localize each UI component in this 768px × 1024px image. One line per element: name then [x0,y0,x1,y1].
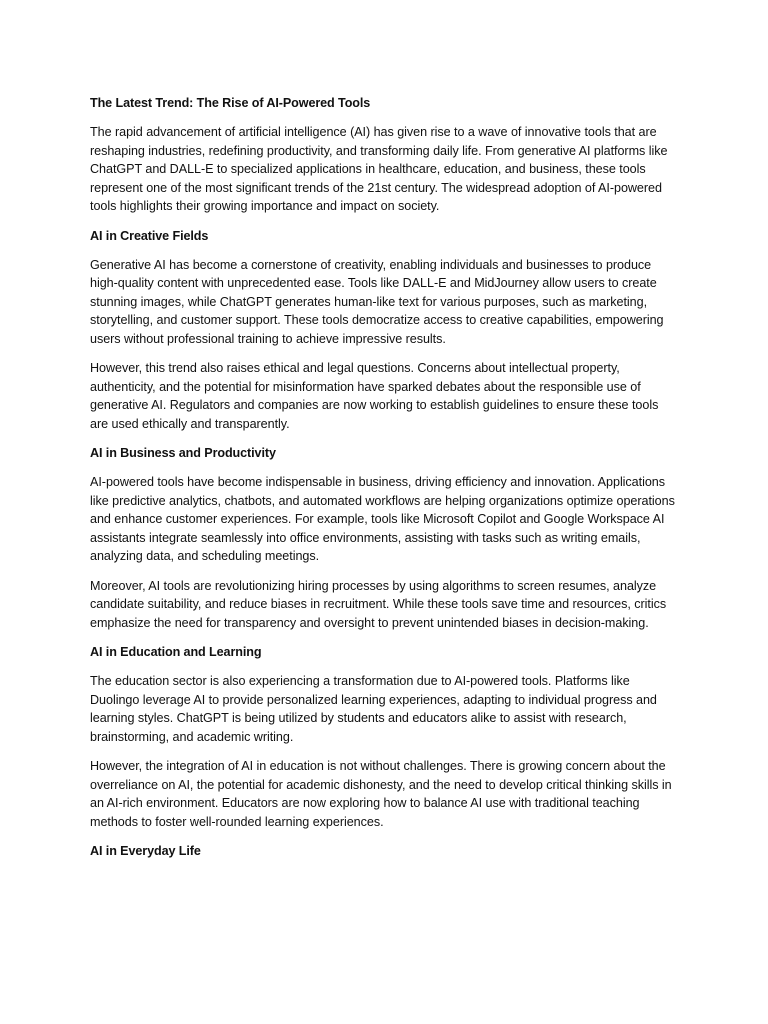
section-heading-creative-fields: AI in Creative Fields [90,228,209,243]
education-learning-paragraph-1: The education sector is also experiencing a transformation due to AI-powered tools. Platforms like Duolingo leverage AI to provide personalized learning experiences, adapting to individual progress and learning styles. ChatGPT is being utilized by students and educators alike to assist with research, brainstorming, and academic writing. [90,674,657,744]
business-productivity-paragraph-1: AI-powered tools have become indispensable in business, driving efficiency and innovation. Applications like predictive analytics, chatbots, and automated workflows are helping organizations optimize operations and enhance customer experiences. For example, tools like Microsoft Copilot and Google Workspace AI assistants integrate seamlessly into office environments, assisting with tasks such as writing emails, analyzing data, and scheduling meetings. [90,475,675,563]
creative-fields-paragraph-1: Generative AI has become a cornerstone of creativity, enabling individuals and businesses to produce high-quality content with unprecedented ease. Tools like DALL-E and MidJourney allow users to create stunning images, while ChatGPT generates human-like text for various purposes, such as marketing, storytelling, and customer support. These tools democratize access to creative capabilities, empowering users without professional training to achieve impressive results. [90,257,664,346]
education-learning-paragraph-2: However, the integration of AI in education is not without challenges. There is growing concern about the overreliance on AI, the potential for academic dishonesty, and the need to develop critical thinking skills in an AI-rich environment. Educators are now exploring how to balance AI use with traditional teaching methods to foster well-rounded learning experiences. [90,759,672,829]
section-heading-everyday-life: AI in Everyday Life [90,844,201,858]
intro-paragraph: The rapid advancement of artificial intelligence (AI) has given rise to a wave of innovative tools that are reshaping industries, redefining productivity, and transforming daily life. From generative AI platforms like ChatGPT and DALL-E to specialized applications in healthcare, education, and business, these tools represent one of the most significant trends of the 21st century. The widespread adoption of AI-powered tools highlights their growing importance and impact on society. [90,125,668,213]
business-productivity-paragraph-2: Moreover, AI tools are revolutionizing hiring processes by using algorithms to screen resumes, analyze candidate suitability, and reduce biases in recruitment. While these tools save time and resources, critics emphasize the need for transparency and oversight to prevent unintended biases in decision-making. [90,578,667,630]
section-heading-education-learning: AI in Education and Learning [90,645,262,659]
section-heading-business-productivity: AI in Business and Productivity [90,446,276,460]
document-title: The Latest Trend: The Rise of AI-Powered Tools [90,96,371,110]
creative-fields-paragraph-2: However, this trend also raises ethical and legal questions. Concerns about intellectual property, authenticity, and the potential for misinformation have sparked debates about the responsible use of generative AI. Regulators and companies are now working to establish guidelines to ensure these tools are used ethically and transparently. [90,361,659,431]
